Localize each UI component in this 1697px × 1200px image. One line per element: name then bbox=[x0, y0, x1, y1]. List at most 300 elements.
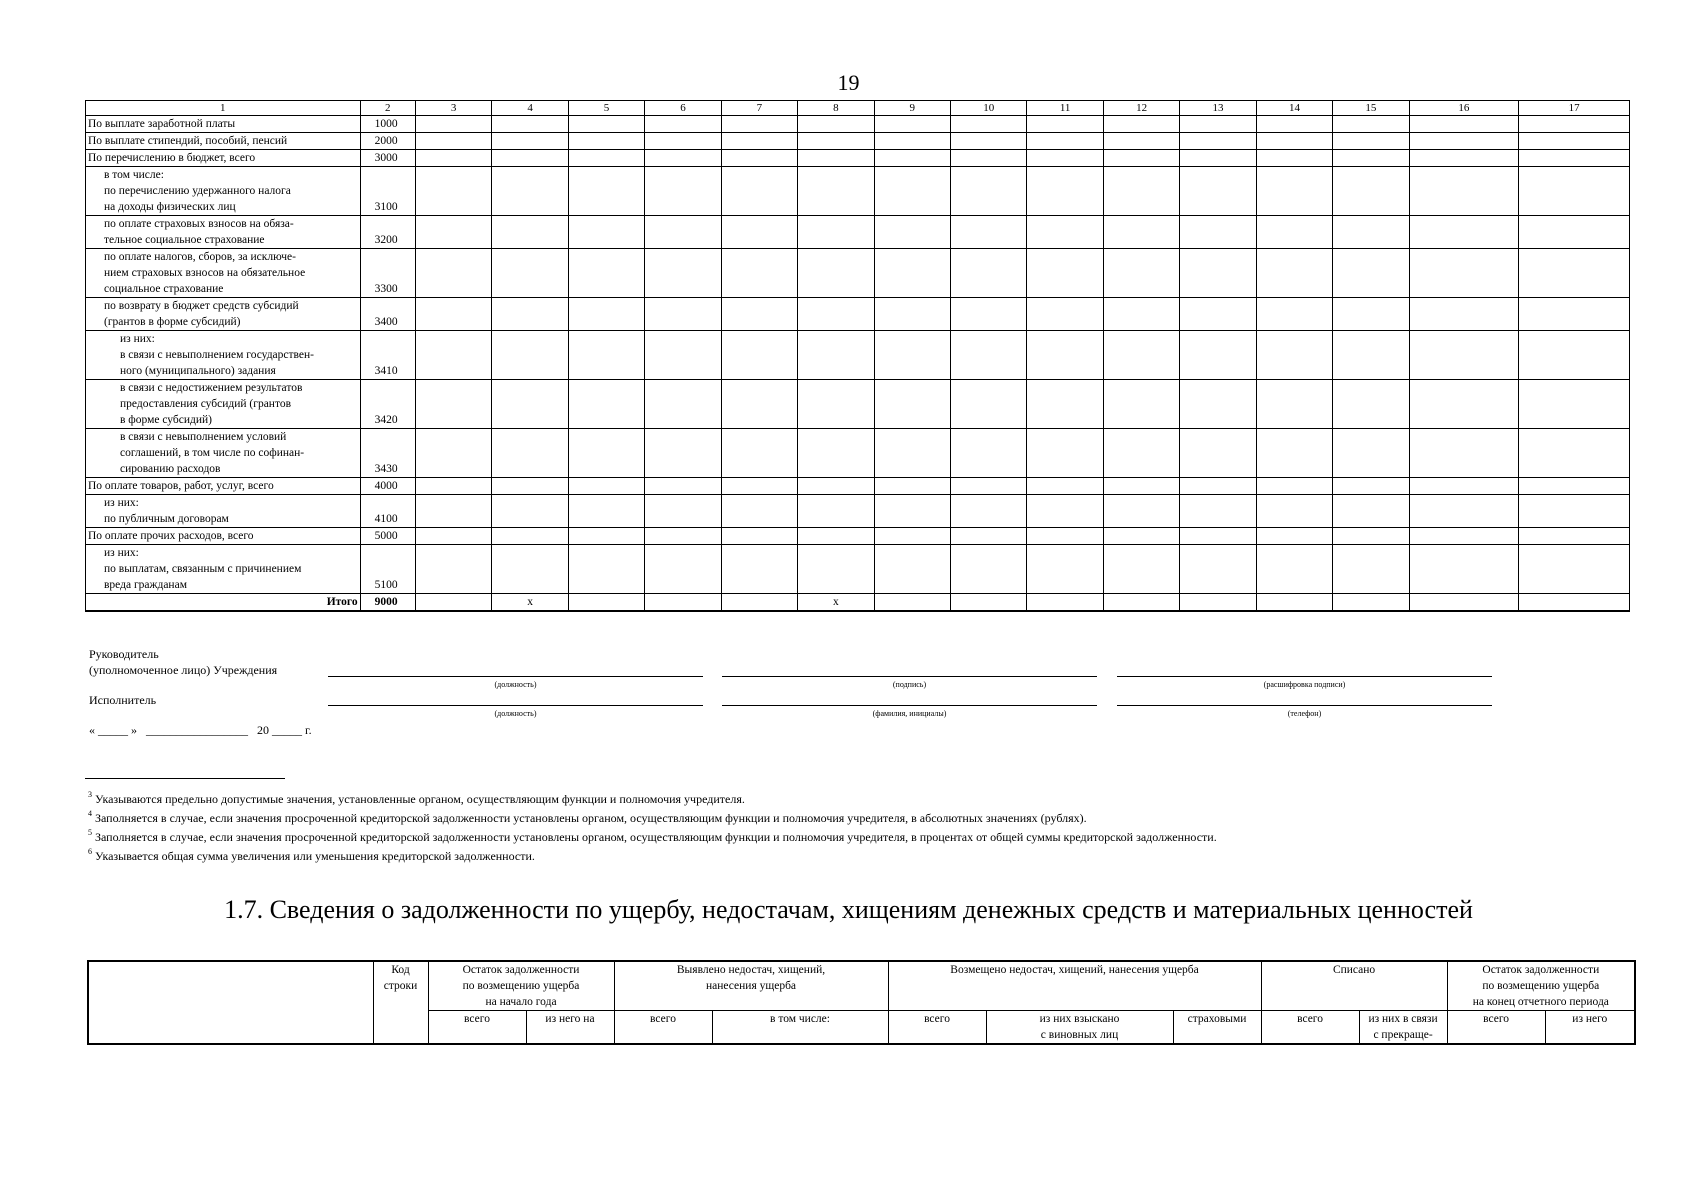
value-cell[interactable] bbox=[1103, 331, 1179, 380]
value-cell[interactable] bbox=[1333, 216, 1409, 249]
table-row bbox=[86, 331, 1630, 380]
value-cell[interactable] bbox=[874, 116, 950, 133]
value-cell[interactable] bbox=[1333, 150, 1409, 167]
row-code: 1000 bbox=[360, 116, 415, 133]
sub-header: из него bbox=[1545, 1011, 1635, 1045]
value-cell[interactable] bbox=[1519, 478, 1630, 495]
sub-header: всего bbox=[1447, 1011, 1545, 1045]
value-cell[interactable] bbox=[1519, 249, 1630, 298]
sub-header: из них в связи с прекраще- bbox=[1359, 1011, 1447, 1045]
column-number: 3 bbox=[415, 101, 491, 116]
value-cell[interactable] bbox=[1409, 331, 1519, 380]
decoding-line[interactable] bbox=[1117, 676, 1492, 677]
value-cell[interactable] bbox=[492, 495, 568, 528]
value-cell[interactable] bbox=[1256, 298, 1332, 331]
sub-header: из него на bbox=[526, 1011, 614, 1045]
value-cell[interactable] bbox=[1180, 133, 1256, 150]
value-cell[interactable] bbox=[1027, 478, 1103, 495]
value-cell[interactable] bbox=[1519, 116, 1630, 133]
column-number: 10 bbox=[950, 101, 1026, 116]
value-cell[interactable] bbox=[1333, 331, 1409, 380]
value-cell[interactable] bbox=[568, 298, 644, 331]
executor-label: Исполнитель bbox=[89, 693, 157, 707]
value-cell[interactable] bbox=[1027, 216, 1103, 249]
value-cell[interactable] bbox=[1256, 249, 1332, 298]
value-cell[interactable] bbox=[415, 478, 491, 495]
value-cell[interactable] bbox=[645, 298, 721, 331]
value-cell[interactable] bbox=[1103, 167, 1179, 216]
value-cell[interactable] bbox=[415, 594, 491, 612]
value-cell[interactable] bbox=[645, 150, 721, 167]
value-cell[interactable] bbox=[1180, 116, 1256, 133]
footnote-number: 6 bbox=[88, 847, 92, 856]
value-cell[interactable] bbox=[1180, 150, 1256, 167]
value-cell[interactable] bbox=[1103, 478, 1179, 495]
value-cell[interactable] bbox=[950, 528, 1026, 545]
value-cell[interactable] bbox=[568, 150, 644, 167]
value-cell[interactable] bbox=[1256, 133, 1332, 150]
value-cell[interactable] bbox=[721, 495, 797, 528]
value-cell[interactable] bbox=[1333, 116, 1409, 133]
total-row bbox=[86, 594, 1630, 612]
value-cell[interactable] bbox=[721, 545, 797, 594]
executor-position-caption: (должность) bbox=[494, 709, 537, 718]
head-label-1: Руководитель bbox=[89, 647, 159, 661]
value-cell[interactable] bbox=[1103, 429, 1179, 478]
value-cell[interactable] bbox=[645, 133, 721, 150]
value-cell[interactable] bbox=[492, 249, 568, 298]
total-label: Итого bbox=[86, 594, 361, 612]
value-cell[interactable] bbox=[721, 249, 797, 298]
value-cell[interactable] bbox=[1180, 331, 1256, 380]
value-cell[interactable] bbox=[1027, 298, 1103, 331]
table-row bbox=[86, 167, 1630, 216]
value-cell[interactable] bbox=[721, 133, 797, 150]
row-code: 3430 bbox=[360, 429, 415, 478]
value-cell[interactable] bbox=[1180, 429, 1256, 478]
value-cell[interactable] bbox=[1519, 216, 1630, 249]
value-cell[interactable] bbox=[798, 216, 874, 249]
value-cell[interactable] bbox=[1256, 331, 1332, 380]
row-label: По оплате товаров, работ, услуг, всего bbox=[86, 478, 361, 495]
value-cell[interactable] bbox=[1409, 495, 1519, 528]
value-cell[interactable] bbox=[950, 429, 1026, 478]
row-code: 3200 bbox=[360, 216, 415, 249]
value-cell[interactable] bbox=[1519, 380, 1630, 429]
value-cell[interactable] bbox=[1180, 298, 1256, 331]
value-cell[interactable] bbox=[721, 216, 797, 249]
value-cell[interactable] bbox=[1333, 380, 1409, 429]
value-cell[interactable] bbox=[1256, 528, 1332, 545]
value-cell[interactable] bbox=[568, 380, 644, 429]
sub-header: в том числе: bbox=[712, 1011, 888, 1045]
column-number: 17 bbox=[1519, 101, 1630, 116]
value-cell[interactable] bbox=[874, 331, 950, 380]
value-cell[interactable] bbox=[492, 380, 568, 429]
value-cell[interactable] bbox=[1027, 249, 1103, 298]
signature-line[interactable] bbox=[722, 676, 1097, 677]
value-cell[interactable] bbox=[721, 331, 797, 380]
value-cell[interactable] bbox=[874, 528, 950, 545]
value-cell[interactable] bbox=[415, 167, 491, 216]
value-cell[interactable] bbox=[1103, 216, 1179, 249]
value-cell[interactable] bbox=[1027, 133, 1103, 150]
column-number: 12 bbox=[1103, 101, 1179, 116]
value-cell[interactable] bbox=[874, 594, 950, 612]
creditor-debt-table bbox=[85, 100, 1630, 612]
value-cell[interactable] bbox=[1409, 216, 1519, 249]
value-cell[interactable] bbox=[645, 478, 721, 495]
value-cell[interactable] bbox=[1027, 495, 1103, 528]
value-cell: x bbox=[798, 594, 874, 612]
value-cell[interactable] bbox=[950, 167, 1026, 216]
sub-header: всего bbox=[1261, 1011, 1359, 1045]
column-number: 2 bbox=[360, 101, 415, 116]
value-cell[interactable] bbox=[1027, 167, 1103, 216]
value-cell[interactable] bbox=[645, 594, 721, 612]
value-cell[interactable] bbox=[1180, 478, 1256, 495]
value-cell[interactable] bbox=[950, 116, 1026, 133]
total-code: 9000 bbox=[360, 594, 415, 612]
value-cell[interactable] bbox=[874, 380, 950, 429]
value-cell[interactable] bbox=[1180, 545, 1256, 594]
value-cell[interactable] bbox=[645, 216, 721, 249]
value-cell[interactable] bbox=[721, 150, 797, 167]
damage-debt-table bbox=[87, 960, 1636, 1045]
value-cell[interactable] bbox=[1333, 133, 1409, 150]
value-cell[interactable] bbox=[645, 429, 721, 478]
value-cell[interactable] bbox=[950, 150, 1026, 167]
value-cell[interactable] bbox=[721, 429, 797, 478]
value-cell[interactable] bbox=[874, 249, 950, 298]
executor-position-line[interactable] bbox=[328, 705, 703, 706]
row-code: 3400 bbox=[360, 298, 415, 331]
group-header: Возмещено недостач, хищений, нанесения ущерба bbox=[888, 961, 1261, 1011]
row-code: 3100 bbox=[360, 167, 415, 216]
value-cell[interactable] bbox=[1103, 116, 1179, 133]
table-row bbox=[86, 380, 1630, 429]
value-cell[interactable] bbox=[1027, 150, 1103, 167]
row-label: по оплате налогов, сборов, за исключе- нием страховых взносов на обязательное социальное страхование bbox=[86, 249, 361, 298]
executor-phone-caption: (телефон) bbox=[1287, 709, 1322, 718]
value-cell[interactable] bbox=[721, 116, 797, 133]
value-cell[interactable] bbox=[1103, 380, 1179, 429]
table-row bbox=[86, 545, 1630, 594]
value-cell[interactable] bbox=[874, 150, 950, 167]
value-cell[interactable] bbox=[568, 594, 644, 612]
value-cell[interactable] bbox=[874, 545, 950, 594]
value-cell[interactable] bbox=[1180, 216, 1256, 249]
value-cell[interactable] bbox=[874, 133, 950, 150]
group-header: Остаток задолженности по возмещению ущерба на конец отчетного периода bbox=[1447, 961, 1635, 1011]
value-cell[interactable] bbox=[798, 331, 874, 380]
value-cell[interactable] bbox=[798, 249, 874, 298]
value-cell[interactable] bbox=[874, 298, 950, 331]
value-cell[interactable] bbox=[492, 116, 568, 133]
value-cell[interactable] bbox=[415, 216, 491, 249]
value-cell[interactable] bbox=[415, 150, 491, 167]
value-cell[interactable] bbox=[1519, 150, 1630, 167]
value-cell[interactable] bbox=[415, 380, 491, 429]
value-cell[interactable] bbox=[645, 495, 721, 528]
value-cell[interactable] bbox=[645, 331, 721, 380]
column-number: 1 bbox=[86, 101, 361, 116]
value-cell[interactable] bbox=[1409, 429, 1519, 478]
value-cell[interactable] bbox=[1103, 298, 1179, 331]
value-cell[interactable] bbox=[950, 495, 1026, 528]
value-cell[interactable] bbox=[1027, 116, 1103, 133]
value-cell[interactable] bbox=[1103, 150, 1179, 167]
code-header: Код строки bbox=[373, 961, 428, 1044]
row-code: 3410 bbox=[360, 331, 415, 380]
value-cell[interactable] bbox=[721, 528, 797, 545]
value-cell[interactable] bbox=[645, 528, 721, 545]
value-cell[interactable] bbox=[492, 216, 568, 249]
value-cell[interactable] bbox=[492, 133, 568, 150]
value-cell[interactable] bbox=[1256, 594, 1332, 612]
value-cell[interactable] bbox=[415, 116, 491, 133]
footnote-6 bbox=[88, 849, 535, 864]
value-cell[interactable] bbox=[645, 249, 721, 298]
value-cell[interactable] bbox=[1103, 528, 1179, 545]
value-cell[interactable] bbox=[721, 167, 797, 216]
value-cell[interactable] bbox=[1519, 594, 1630, 612]
row-label: По выплате заработной платы bbox=[86, 116, 361, 133]
value-cell[interactable] bbox=[492, 167, 568, 216]
value-cell[interactable] bbox=[1256, 167, 1332, 216]
value-cell[interactable] bbox=[1180, 249, 1256, 298]
value-cell[interactable] bbox=[950, 331, 1026, 380]
value-cell[interactable] bbox=[798, 495, 874, 528]
value-cell[interactable] bbox=[1333, 429, 1409, 478]
value-cell[interactable] bbox=[950, 216, 1026, 249]
value-cell[interactable] bbox=[1256, 116, 1332, 133]
value-cell[interactable] bbox=[415, 528, 491, 545]
value-cell[interactable] bbox=[568, 133, 644, 150]
value-cell[interactable] bbox=[1409, 478, 1519, 495]
value-cell[interactable] bbox=[798, 380, 874, 429]
value-cell[interactable] bbox=[492, 150, 568, 167]
value-cell[interactable] bbox=[568, 331, 644, 380]
value-cell[interactable] bbox=[1519, 495, 1630, 528]
value-cell[interactable] bbox=[1103, 545, 1179, 594]
value-cell[interactable] bbox=[798, 298, 874, 331]
value-cell[interactable] bbox=[568, 495, 644, 528]
value-cell[interactable] bbox=[492, 429, 568, 478]
value-cell[interactable] bbox=[798, 528, 874, 545]
value-cell[interactable] bbox=[1409, 116, 1519, 133]
value-cell[interactable] bbox=[1027, 331, 1103, 380]
sub-header: страховыми bbox=[1173, 1011, 1261, 1045]
row-label: в связи с невыполнением условий соглашений, в том числе по софинан- сированию расходов bbox=[86, 429, 361, 478]
value-cell[interactable] bbox=[798, 545, 874, 594]
value-cell[interactable] bbox=[798, 478, 874, 495]
footnote-5 bbox=[88, 830, 1217, 845]
footnote-text: Заполняется в случае, если значения просроченной кредиторской задолженности установлены органом, осуществляющим функции и полномочия учредителя, в процентах от общей суммы кредиторской задолженности. bbox=[95, 830, 1217, 844]
value-cell[interactable] bbox=[950, 380, 1026, 429]
value-cell[interactable] bbox=[1333, 528, 1409, 545]
value-cell[interactable] bbox=[874, 167, 950, 216]
value-cell[interactable] bbox=[950, 249, 1026, 298]
value-cell[interactable] bbox=[1256, 495, 1332, 528]
value-cell[interactable] bbox=[1256, 478, 1332, 495]
value-cell[interactable] bbox=[721, 380, 797, 429]
value-cell[interactable] bbox=[721, 298, 797, 331]
value-cell[interactable] bbox=[568, 429, 644, 478]
value-cell[interactable] bbox=[645, 380, 721, 429]
value-cell[interactable] bbox=[1409, 150, 1519, 167]
value-cell[interactable] bbox=[415, 545, 491, 594]
footnote-number: 3 bbox=[88, 790, 92, 799]
table-row bbox=[86, 495, 1630, 528]
value-cell[interactable] bbox=[1333, 167, 1409, 216]
value-cell[interactable] bbox=[1519, 133, 1630, 150]
row-code: 5100 bbox=[360, 545, 415, 594]
value-cell[interactable] bbox=[1409, 167, 1519, 216]
row-code: 3420 bbox=[360, 380, 415, 429]
value-cell[interactable] bbox=[415, 133, 491, 150]
value-cell[interactable] bbox=[798, 116, 874, 133]
value-cell[interactable] bbox=[568, 216, 644, 249]
row-label: по возврату в бюджет средств субсидий (грантов в форме субсидий) bbox=[86, 298, 361, 331]
value-cell[interactable] bbox=[1103, 594, 1179, 612]
value-cell[interactable] bbox=[568, 545, 644, 594]
value-cell[interactable] bbox=[645, 545, 721, 594]
value-cell[interactable] bbox=[645, 167, 721, 216]
row-code: 4100 bbox=[360, 495, 415, 528]
value-cell[interactable] bbox=[798, 150, 874, 167]
value-cell[interactable] bbox=[1333, 545, 1409, 594]
value-cell[interactable] bbox=[415, 429, 491, 478]
value-cell[interactable] bbox=[721, 478, 797, 495]
value-cell[interactable] bbox=[1180, 380, 1256, 429]
value-cell[interactable] bbox=[1256, 150, 1332, 167]
row-label-header bbox=[88, 961, 373, 1044]
value-cell[interactable] bbox=[950, 298, 1026, 331]
column-number: 6 bbox=[645, 101, 721, 116]
executor-name-line[interactable] bbox=[722, 705, 1097, 706]
value-cell[interactable] bbox=[950, 545, 1026, 594]
column-number: 5 bbox=[568, 101, 644, 116]
value-cell[interactable] bbox=[874, 429, 950, 478]
value-cell[interactable] bbox=[492, 528, 568, 545]
head-label-2: (уполномоченное лицо) Учреждения bbox=[89, 663, 278, 677]
value-cell[interactable] bbox=[1256, 380, 1332, 429]
value-cell[interactable] bbox=[415, 495, 491, 528]
value-cell[interactable] bbox=[1519, 528, 1630, 545]
value-cell[interactable] bbox=[1333, 594, 1409, 612]
footnote-text: Указываются предельно допустимые значения, установленные органом, осуществляющим функции и полномочия учредителя. bbox=[95, 792, 745, 806]
value-cell[interactable] bbox=[1180, 495, 1256, 528]
value-cell[interactable] bbox=[874, 478, 950, 495]
value-cell[interactable] bbox=[1027, 429, 1103, 478]
value-cell[interactable] bbox=[1519, 331, 1630, 380]
row-code: 3300 bbox=[360, 249, 415, 298]
value-cell[interactable] bbox=[492, 298, 568, 331]
value-cell[interactable] bbox=[568, 249, 644, 298]
value-cell[interactable] bbox=[1333, 478, 1409, 495]
value-cell[interactable] bbox=[1027, 528, 1103, 545]
value-cell[interactable] bbox=[645, 116, 721, 133]
value-cell[interactable] bbox=[1409, 545, 1519, 594]
value-cell[interactable] bbox=[798, 133, 874, 150]
value-cell[interactable] bbox=[721, 594, 797, 612]
value-cell[interactable] bbox=[1519, 429, 1630, 478]
value-cell[interactable] bbox=[1256, 216, 1332, 249]
value-cell[interactable] bbox=[1256, 429, 1332, 478]
value-cell[interactable] bbox=[568, 478, 644, 495]
table-row bbox=[86, 478, 1630, 495]
executor-phone-line[interactable] bbox=[1117, 705, 1492, 706]
value-cell[interactable] bbox=[1409, 133, 1519, 150]
value-cell[interactable] bbox=[1333, 249, 1409, 298]
value-cell[interactable] bbox=[568, 167, 644, 216]
value-cell[interactable] bbox=[492, 478, 568, 495]
value-cell[interactable] bbox=[950, 594, 1026, 612]
value-cell[interactable] bbox=[1409, 594, 1519, 612]
value-cell[interactable] bbox=[950, 478, 1026, 495]
value-cell[interactable] bbox=[415, 298, 491, 331]
executor-name-caption: (фамилия, инициалы) bbox=[872, 709, 947, 718]
value-cell[interactable] bbox=[492, 545, 568, 594]
value-cell[interactable] bbox=[1027, 380, 1103, 429]
value-cell[interactable] bbox=[1409, 380, 1519, 429]
footnote-4 bbox=[88, 811, 1087, 826]
value-cell[interactable] bbox=[1333, 298, 1409, 331]
date-line[interactable]: « _____ » _________________ 20 _____ г. bbox=[89, 723, 312, 737]
value-cell[interactable] bbox=[798, 167, 874, 216]
footnote-rule bbox=[85, 778, 285, 779]
value-cell[interactable] bbox=[1180, 594, 1256, 612]
value-cell[interactable] bbox=[874, 495, 950, 528]
position-line[interactable] bbox=[328, 676, 703, 677]
value-cell[interactable] bbox=[1103, 133, 1179, 150]
value-cell[interactable] bbox=[1103, 249, 1179, 298]
row-label: в связи с недостижением результатов предоставления субсидий (грантов в форме субсидий) bbox=[86, 380, 361, 429]
value-cell[interactable] bbox=[1256, 545, 1332, 594]
value-cell[interactable] bbox=[415, 331, 491, 380]
value-cell[interactable] bbox=[798, 429, 874, 478]
value-cell[interactable] bbox=[415, 249, 491, 298]
table-row bbox=[86, 429, 1630, 478]
value-cell[interactable] bbox=[950, 133, 1026, 150]
value-cell[interactable] bbox=[1103, 495, 1179, 528]
value-cell[interactable] bbox=[1409, 298, 1519, 331]
value-cell[interactable] bbox=[492, 331, 568, 380]
value-cell[interactable] bbox=[1180, 167, 1256, 216]
value-cell[interactable] bbox=[1027, 594, 1103, 612]
value-cell[interactable] bbox=[1519, 298, 1630, 331]
value-cell[interactable] bbox=[874, 216, 950, 249]
value-cell[interactable] bbox=[568, 116, 644, 133]
value-cell[interactable] bbox=[1333, 495, 1409, 528]
column-number: 11 bbox=[1027, 101, 1103, 116]
page-number: 19 bbox=[837, 70, 860, 95]
value-cell: x bbox=[492, 594, 568, 612]
table-row bbox=[86, 298, 1630, 331]
table-row bbox=[86, 249, 1630, 298]
row-label: из них: по выплатам, связанным с причинением вреда гражданам bbox=[86, 545, 361, 594]
row-code: 2000 bbox=[360, 133, 415, 150]
value-cell[interactable] bbox=[1409, 528, 1519, 545]
value-cell[interactable] bbox=[568, 528, 644, 545]
value-cell[interactable] bbox=[1519, 167, 1630, 216]
value-cell[interactable] bbox=[1409, 249, 1519, 298]
value-cell[interactable] bbox=[1180, 528, 1256, 545]
column-number: 8 bbox=[798, 101, 874, 116]
value-cell[interactable] bbox=[1519, 545, 1630, 594]
value-cell[interactable] bbox=[1027, 545, 1103, 594]
